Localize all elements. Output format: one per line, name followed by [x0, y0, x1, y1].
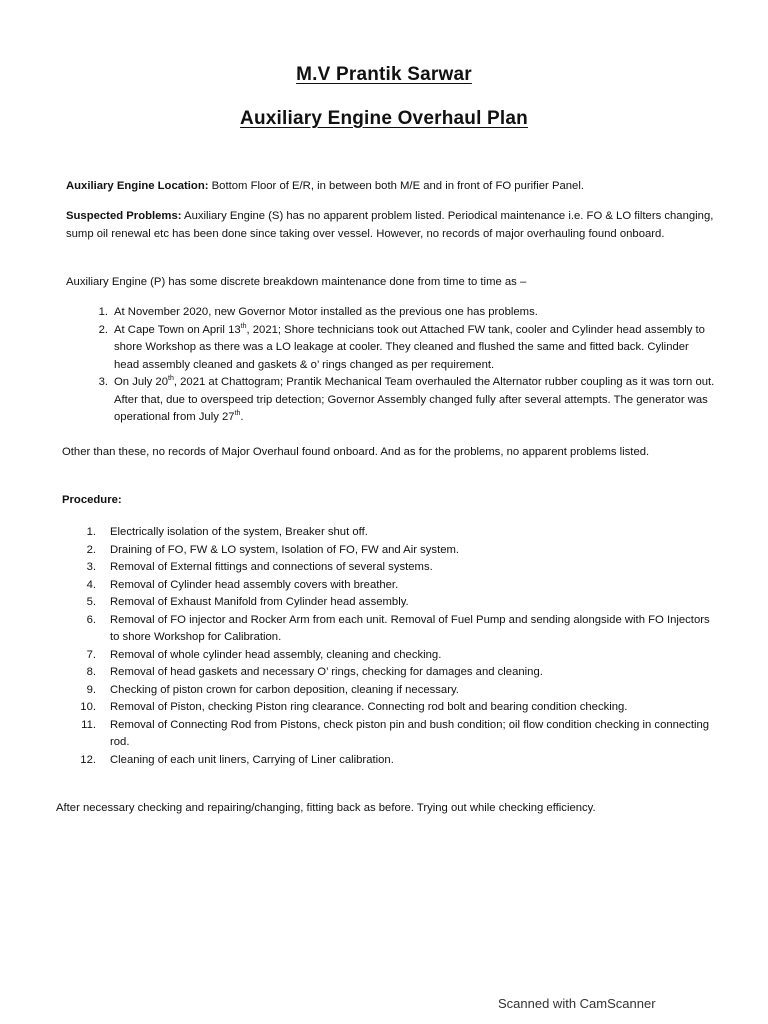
history-intro: Auxiliary Engine (P) has some discrete breakdown maintenance done from time to time as – — [66, 276, 527, 288]
step-text: Removal of whole cylinder head assembly, cleaning and checking. — [110, 648, 442, 661]
problems-text: Auxiliary Engine (S) has no apparent problem listed. Periodical maintenance i.e. FO & LO filters changing, sump oil renewal etc has been done since taking over vessel. However, no records of major overhauling found onboard. — [66, 210, 714, 240]
list-item — [86, 304, 716, 322]
document-title: Auxiliary Engine Overhaul Plan — [240, 108, 528, 129]
step-text: Electrically isolation of the system, Breaker shut off. — [110, 526, 368, 538]
maintenance-history-list — [86, 304, 716, 427]
procedure-step — [78, 699, 718, 717]
closing-paragraph: After necessary checking and repairing/changing, fitting back as before. Trying out while checking efficiency. — [56, 802, 596, 814]
step-number: 7. — [86, 648, 96, 661]
step-text: Removal of Exhaust Manifold from Cylinder head assembly. — [110, 596, 409, 608]
ship-name-title: M.V Prantik Sarwar — [296, 64, 472, 85]
step-number: 9. — [86, 683, 96, 696]
step-number: 2. — [86, 543, 96, 556]
step-number: 11. — [81, 718, 96, 731]
problems-paragraph — [66, 208, 716, 243]
list-item-text: At Cape Town on April 13 — [114, 323, 241, 336]
location-label: Auxiliary Engine Location: — [66, 180, 209, 192]
step-number: 6. — [86, 613, 96, 626]
step-number: 8. — [86, 666, 96, 678]
procedure-heading: Procedure: — [62, 494, 122, 506]
summary-paragraph: Other than these, no records of Major Overhaul found onboard. And as for the problems, no apparent problems listed. — [62, 446, 650, 458]
ordinal-suffix: th — [168, 375, 174, 383]
procedure-step — [78, 752, 718, 770]
list-item-text: , 2021; Shore technicians took out Attached FW tank, cooler and Cylinder head assembly to shore Workshop as there was a LO leakage at cooler. They cleaned and flushed the same and fitted back. Cylinder head assembly cleaned and gaskets & o’ rings changed as per requirement. — [114, 323, 705, 371]
procedure-step — [78, 542, 718, 560]
step-text: Draining of FO, FW & LO system, Isolation of FO, FW and Air system. — [110, 543, 460, 556]
list-item-number: 3. — [98, 376, 108, 388]
procedure-step — [78, 612, 718, 647]
list-item-number: 1. — [98, 306, 108, 318]
procedure-step — [78, 577, 718, 595]
ordinal-suffix: th — [240, 322, 247, 330]
list-item-text: , 2021 at Chattogram; Prantik Mechanical Team overhauled the Alternator rubber coupling as it was torn out. After that, due to overspeed trip detection; Governor Assembly changed fully after several attempts. The generator was operational from July 27 — [114, 376, 715, 423]
list-item — [86, 374, 716, 427]
step-text: Removal of head gaskets and necessary O’ rings, checking for damages and cleaning. — [110, 666, 543, 678]
procedure-step — [78, 647, 718, 665]
procedure-step — [78, 559, 718, 577]
list-item-text: . — [240, 411, 244, 423]
procedure-steps-list — [78, 524, 718, 769]
step-number: 10. — [80, 701, 96, 713]
step-text: Removal of Connecting Rod from Pistons, check piston pin and bush condition; oil flow condition checking in connecting rod. — [110, 718, 710, 748]
procedure-step — [78, 682, 718, 700]
list-item-text: On July 20 — [114, 376, 169, 388]
procedure-step — [78, 664, 718, 682]
location-text: Bottom Floor of E/R, in between both M/E and in front of FO purifier Panel. — [208, 180, 584, 192]
step-text: Removal of Piston, checking Piston ring clearance. Connecting rod bolt and bearing condition checking. — [110, 701, 628, 713]
step-number: 1. — [86, 526, 96, 538]
step-number: 5. — [86, 596, 96, 608]
list-item-text: At November 2020, new Governor Motor installed as the previous one has problems. — [114, 306, 538, 318]
step-text: Cleaning of each unit liners, Carrying of Liner calibration. — [110, 753, 394, 766]
scanner-watermark: Scanned with CamScanner — [498, 996, 656, 1011]
step-text: Removal of Cylinder head assembly covers with breather. — [110, 578, 399, 591]
list-item-number: 2. — [98, 323, 108, 336]
procedure-step — [78, 524, 718, 542]
list-item — [86, 322, 716, 375]
step-number: 4. — [86, 578, 96, 591]
procedure-step — [78, 594, 718, 612]
location-paragraph — [66, 178, 716, 196]
step-number: 12. — [80, 753, 96, 766]
ordinal-suffix: th — [234, 410, 241, 418]
step-number: 3. — [86, 561, 96, 573]
procedure-step — [78, 717, 718, 752]
problems-label: Suspected Problems: — [66, 210, 182, 222]
step-text: Removal of External fittings and connections of several systems. — [110, 561, 433, 573]
step-text: Removal of FO injector and Rocker Arm from each unit. Removal of Fuel Pump and sending alongside with FO Injectors to shore Workshop for Calibration. — [110, 613, 710, 643]
step-text: Checking of piston crown for carbon deposition, cleaning if necessary. — [110, 683, 459, 696]
